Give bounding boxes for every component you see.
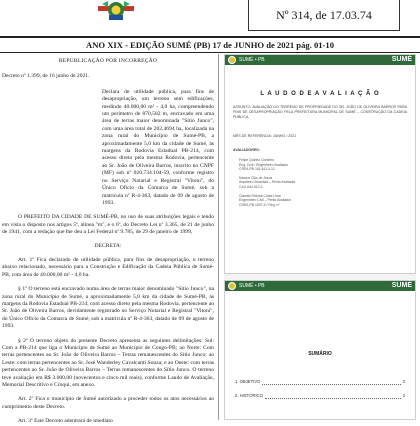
city-seal-icon <box>228 282 236 290</box>
summary-title: SUMÁRIO <box>308 351 332 357</box>
paragraph-2: § 2º O terreno objeto do presente Decreto apresenta as seguintes delimitações: Sul: Com a PB-214 que liga o Município de Sumé ao Município de Congo-PB; ao Norte: Com terras pertencentes ao Sr. João de Oliveira Barros – Terras remanescentes do Sítio Junco; ao Leste: com terras pertencentes ao Sr. José Wanderley Cavalcanti Souza; e ao Oeste: com terras pertencentes ao Sr. João de Oliveira Barros – Terras remanescentes do Sítio Junco. O terreno teve avaliação em R$ 3.000,00 (novecentos e cinco mil reais), conforme Laudo de Avaliação, Memorial Descritivo e Croqui, em anexo. <box>2 337 214 389</box>
toc-page: 3 <box>402 393 405 398</box>
municipal-crest-icon <box>96 0 136 22</box>
column-divider <box>218 54 219 420</box>
edition-line: ANO XIX - EDIÇÃO SUMÉ (PB) 17 de JUNHO de 2021 pág. 01-10 <box>0 36 420 53</box>
paragraph-1: § 1º O terreno está encravado numa área de terras maior denominado "Sítio Junco", na zona rural do Município de Sumé, a aproximadamente 5,0 km da cidade de Sumé-PB, às margens da Rodovia Estadual PB-214, com acesso direto pela mesma Rodovia, pertencente ao Sr. João de Oliveira Barros, devidamente registrado no Serviço Notarial e Registral "Vitoni", do Único Ofício da Comarca de Sumé, sob a matrícula nº R-4-363, datado de 09 de agosto de 1993. <box>2 286 214 330</box>
appraiser-2: Marcus Cilio de Jesus Arquiteto Urbanista – Perito Avaliador CAU A44.512-0 <box>239 175 296 189</box>
appraisal-summary-page <box>224 280 416 420</box>
article-1: Art. 1º Fica declarado de utilidade pública, para fins de desapropriação, o terreno abaixo relacionado, necessário para a Construção e Edificação da Cadeia Pública de Sumé-PB, com área de 40.000,00 m² - 4,0 ha. <box>2 256 214 278</box>
summary-header-bar <box>225 281 415 291</box>
appraisal-report-page <box>224 54 416 274</box>
decree-ementa: Declara de utilidade pública, para fins de desapropriação, um terreno sem edificações, medindo 40.000,00 m² - 4,0 ha, compreendendo um perímetro de 870,582 m, encravado em uma área de terras maior denominada "Sítio Junco", com uma área total de 202,4694 ha, localizada na zona rural do Município de Sumé-PB, a aproximadamente 5,0 km da cidade de Sumé, às margens da Rodovia Estadual PB-214, com acesso direto pela mesma Rodovia, pertencente ao Sr. João de Oliveira Barros, inscrito no CNPF (MF) sob nº 020.734.104-59, conforme registro no Serviço Notarial e Registral "Vitoni", do Único Ofício da Comarca de Sumé, sob a matrícula nº R-4-363, datado de 09 de agosto de 1993. <box>102 88 214 206</box>
decree-column <box>2 54 214 425</box>
table-of-contents <box>235 375 405 403</box>
republication-title: REPUBLICAÇÃO POR INCORREÇÃO <box>58 58 158 64</box>
toc-label: 2. HISTÓRICO <box>235 393 263 398</box>
article-2: Art. 2º Fica o município de Sumé autorizado a proceder todos os atos necessários ao cumprimento deste Decreto. <box>2 396 214 410</box>
annex-column <box>224 54 416 420</box>
report-subject: ASSUNTO: AVALIAÇÃO DO TERRENO DE PROPRIEDADE DO SR. JOÃO DE OLIVEIRA BARROS PARA FINS DE DESAPROPRIAÇÃO PELA PREFEITURA MUNICIPAL DE SUMÉ – CONSTRUÇÃO DA CADEIA PÚBLICA. <box>233 105 407 119</box>
article-3: Art. 3º Este Decreto adentrará de imediato <box>18 418 113 425</box>
reference-month: MÊS DE REFERÊNCIA: JUNHO / 2021 <box>233 134 297 138</box>
toc-page: 3 <box>402 379 405 384</box>
toc-leader <box>265 389 401 399</box>
appraisers-heading: AVALIADORES: <box>233 148 260 152</box>
report-title: L A U D O D E A V A L I A Ç Ã O <box>260 91 380 97</box>
toc-row <box>235 389 405 403</box>
gazette-header <box>0 0 420 38</box>
appraiser-1: Felipe Quirino Cordeiro Eng. Civil / Engenheiro Avaliador CREA-PB 161.611.0-12 <box>239 158 289 172</box>
toc-leader <box>262 375 400 385</box>
decree-reference: Decreto nº 1.399, de 16 junho de 2021. <box>2 73 90 80</box>
sume-logo: SUMÉ <box>391 56 412 63</box>
report-city: SUMÉ • PB <box>239 57 265 63</box>
city-seal-icon <box>228 56 236 64</box>
appraiser-3: Cláudio Feitosa Costa Lima Engenheiro Civil – Perito Avaliador CREA-PB 1607-5 / Reg. nº <box>239 193 292 207</box>
toc-label: 1. OBJETIVO <box>235 379 261 384</box>
gazette-number: Nº 314, de 17.03.74 <box>248 0 400 31</box>
sume-logo: SUMÉ <box>391 282 412 289</box>
decreta-heading: DECRETA: <box>94 242 122 249</box>
summary-city: SUMÉ • PB <box>239 283 265 289</box>
report-header-bar <box>225 55 415 65</box>
toc-row <box>235 375 405 389</box>
decree-preamble: O PREFEITO DA CIDADE DE SUMÉ-PB, no uso de suas atribuições legais e tendo em vista o disposto nos artigos 5º, alínea "m", e o 6º, do Decreto Lei nº 3.365, de 21 de junho de 1941, com a redação que lhe deu a Lei Federal nº 9.785, de 29 de janeiro de 1999, <box>2 214 214 236</box>
